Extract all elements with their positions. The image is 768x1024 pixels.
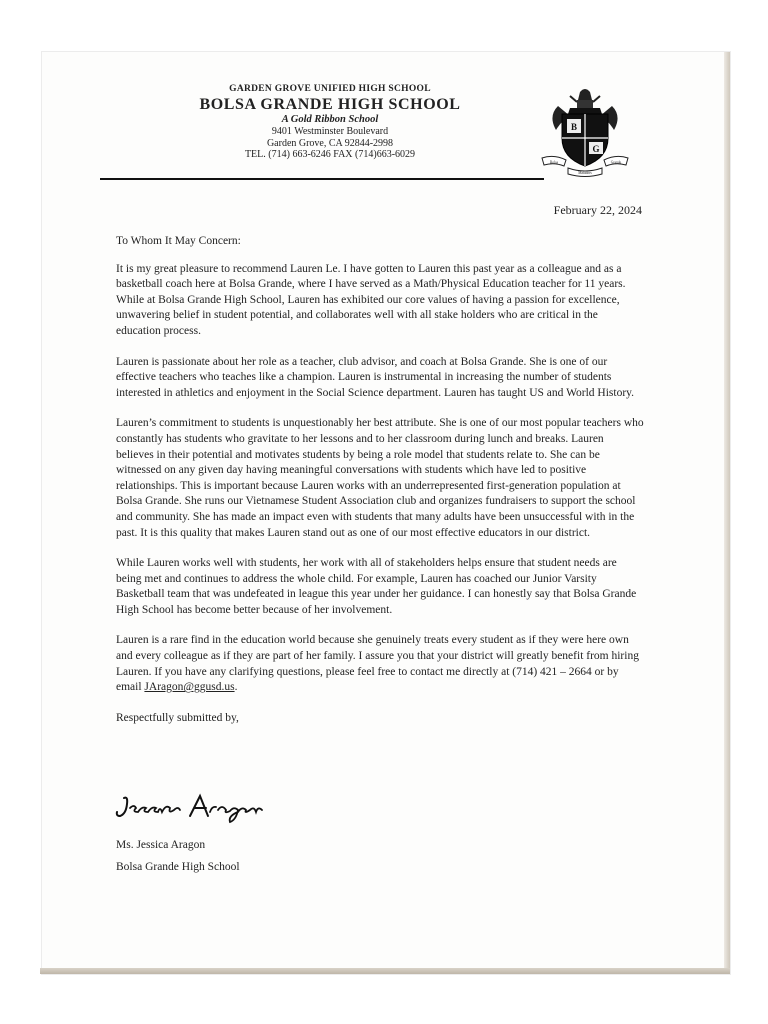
crest-banner-right: Grande — [610, 160, 622, 165]
school-crest-icon — [540, 86, 630, 178]
contact-line: TEL. (714) 663-6246 FAX (714)663-6029 — [244, 149, 416, 161]
email-trailing-period: . — [234, 681, 238, 694]
paper-shadow-right — [724, 52, 730, 974]
crest-banner-left: Bolsa — [549, 160, 559, 165]
signer-school: Bolsa Grande High School — [116, 861, 240, 873]
svg-text:G: G — [592, 144, 600, 154]
letter-body — [116, 234, 644, 741]
paragraph-4: While Lauren works well with students, her work with all of stakeholders helps ensure that student needs are being met and continues to address the whole child. For example, Lauren has coached our Junior Varsity Basketball team that was undefeated in league this year under her guidance. I can honestly say that Bolsa Grande High School has become better because of her involvement. — [116, 557, 637, 616]
svg-text:B: B — [570, 122, 578, 132]
crest-banner-bottom: Matadors — [578, 171, 592, 175]
letter-date: February 22, 2024 — [553, 203, 642, 217]
paragraph-2: Lauren is passionate about her role as a teacher, club advisor, and coach at Bolsa Grande. She is one of our effective teachers who teaches like a champion. Lauren is instrumental in increasing the number of students interested in athletics and enjoyment in the Social Science department. Lauren has taught US and World History. — [116, 355, 635, 399]
address-line-2: Garden Grove, CA 92844-2998 — [266, 137, 394, 149]
closing: Respectfully submitted by, — [116, 711, 239, 724]
school-motto: A Gold Ribbon School — [281, 114, 379, 126]
school-name: BOLSA GRANDE HIGH SCHOOL — [199, 95, 461, 113]
salutation: To Whom It May Concern: — [116, 235, 241, 247]
district-name: GARDEN GROVE UNIFIED HIGH SCHOOL — [229, 84, 431, 94]
email-link[interactable]: JAragon@ggusd.us — [144, 681, 235, 694]
paragraph-1: It is my great pleasure to recommend Lauren Le. I have gotten to Lauren this past year as a colleague and as a basketball coach here at Bolsa Grande, where I have served as a Math/Physical Education teacher for 11 years. While at Bolsa Grande High School, Lauren has exhibited our core values of having a passion for excellence, unwavering belief in student potential, and collaborates well with all stake holders who are critical in the education process. — [116, 262, 626, 337]
paragraph-5-text: Lauren is a rare find in the education world because she genuinely treats every student as if they were here own and every colleague as if they are part of her family. I assure you that your district will greatly benefit from hiring Lauren. If you have any clarifying questions, please feel free to contact me directly at (714) 421 – 2664 or by email — [116, 634, 639, 694]
signature-block — [116, 834, 240, 878]
signer-name: Ms. Jessica Aragon — [116, 839, 206, 851]
handwritten-signature — [114, 790, 274, 824]
letterhead — [150, 84, 510, 161]
address-line-1: 9401 Westminster Boulevard — [271, 126, 389, 138]
paragraph-5 — [116, 633, 644, 695]
paragraph-3: Lauren’s commitment to students is unquestionably her best attribute. She is one of our most popular teachers who constantly has students who gravitate to her lessons and to her classroom during lunch and breaks. Lauren believes in their potential and motivates students by being a role model that students relate to. She can be witnessed on any given day having meaningful conversations with students which have led to positive relationships. This is important because Lauren works with an underrepresented first-generation population at Bolsa Grande. She runs our Vietnamese Student Association club and organizes fundraisers to support the school and community. She has made an impact even with students that many adults have been unsuccessful with in the past. It is this quality that makes Lauren stand out as one of our most effective educators in our district. — [116, 417, 644, 539]
letterhead-divider — [100, 178, 544, 180]
paper-shadow-bottom — [40, 968, 730, 974]
